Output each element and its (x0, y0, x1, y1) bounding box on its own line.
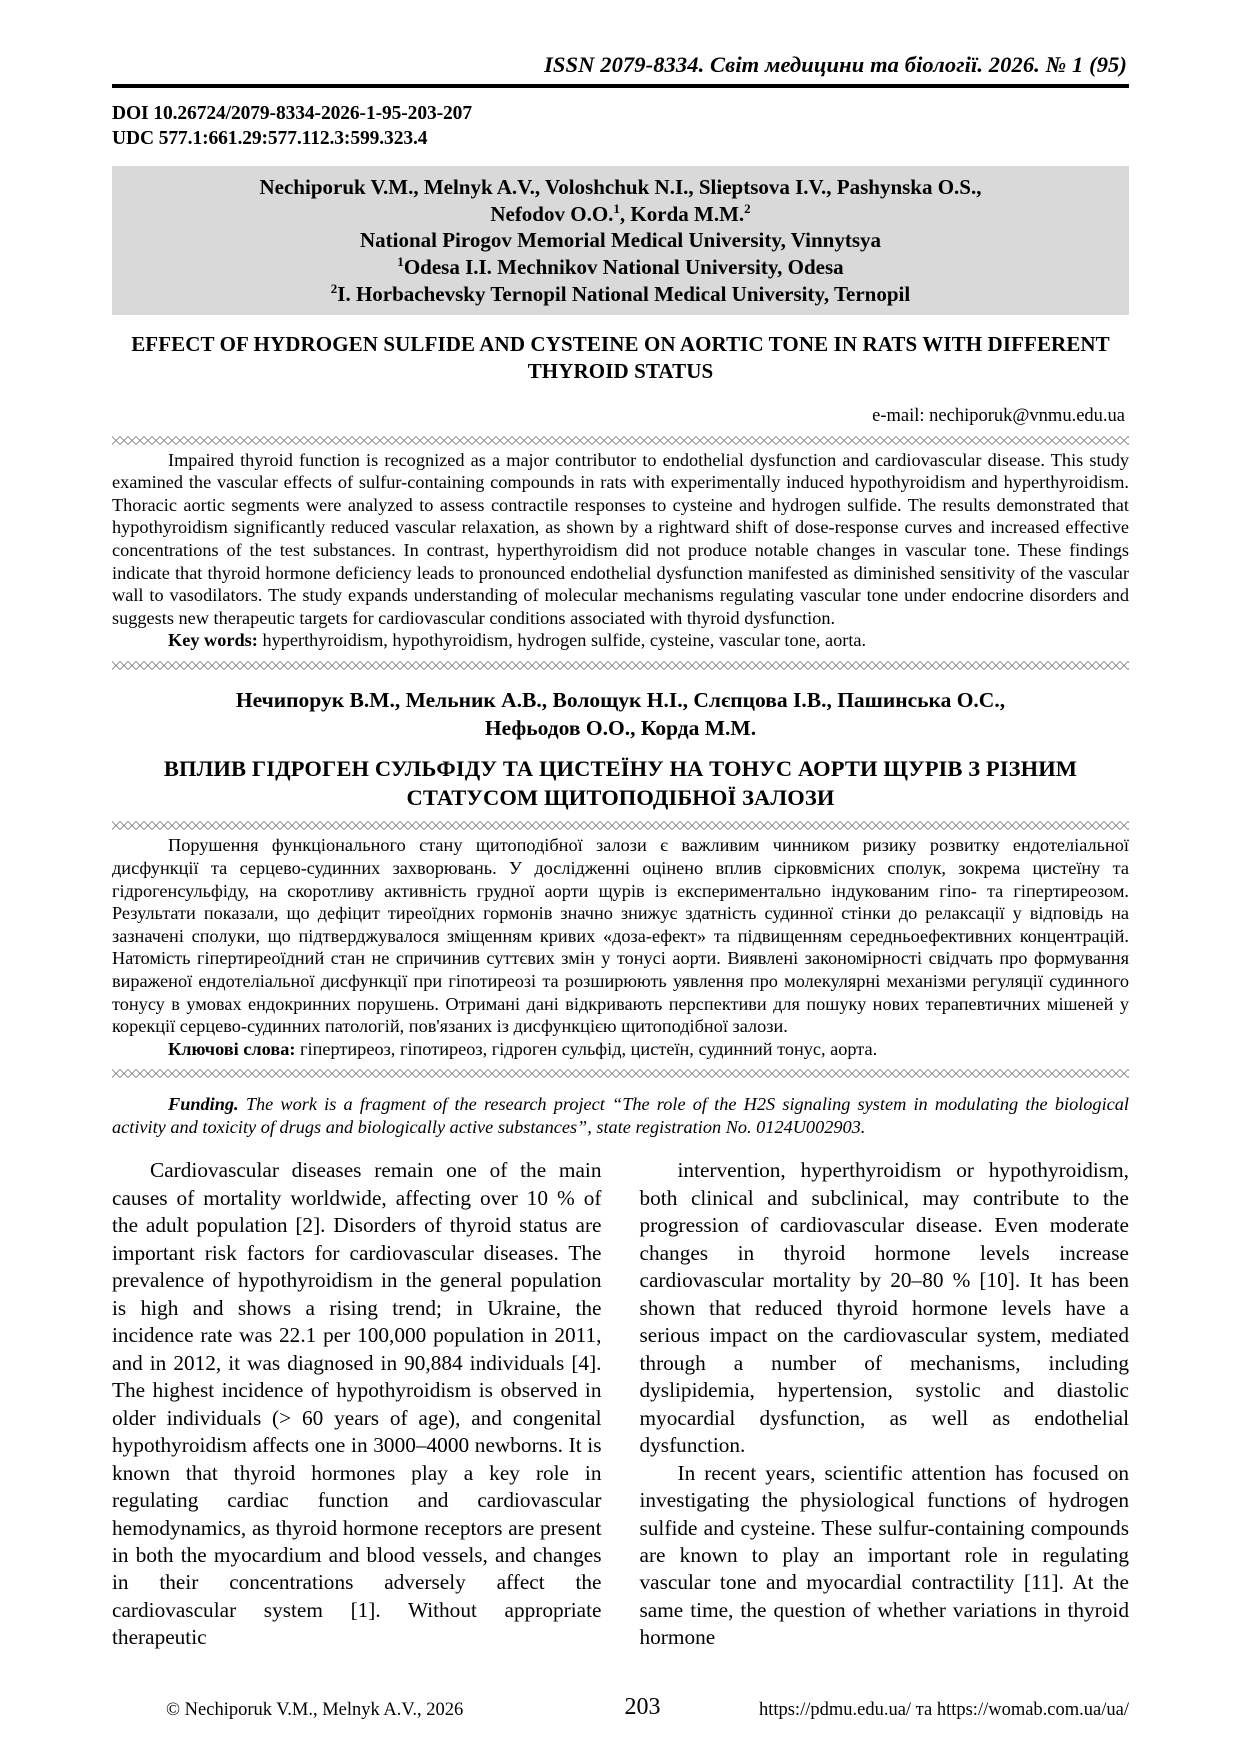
body-column-right (640, 1157, 1130, 1651)
paragraph: In recent years, scientific attention has focused on investigating the physiological functions of hydrogen sulfide and cysteine. These sulfur-containing compounds are known to play an important role in regulating vascular tone and myocardial contractility [11]. At the same time, the question of whether variations in thyroid hormone (639, 1460, 1129, 1650)
wavy-separator-mid (112, 661, 1129, 670)
authors-ua-line-2: Нефьодов О.О., Корда М.М. (484, 715, 757, 740)
affil-sup-2: 2 (330, 281, 338, 297)
affil-marker-1: 1 (613, 200, 620, 216)
page-number: 203 (624, 1694, 661, 1720)
authors-ua (112, 687, 1129, 743)
abstract-en (112, 449, 1129, 652)
udc-line: UDC 577.1:661.29:577.112.3:599.323.4 (112, 128, 428, 150)
keywords-en-list: hyperthyroidism, hypothyroidism, hydrogen sulfide, cysteine, vascular tone, aorta. (257, 630, 867, 651)
authors-line-1: Nechiporuk V.M., Melnyk A.V., Voloshchuk N.I., Slieptsova I.V., Pashynska O.S., (259, 174, 982, 199)
page-footer (112, 1694, 1129, 1721)
journal-urls[interactable]: https://pdmu.edu.ua/ та https://womab.com.ua/ua/ (758, 1700, 1129, 1720)
affiliation-1: National Pirogov Memorial Medical University, Vinnytsya (359, 228, 882, 253)
wavy-separator-bottom (112, 1069, 1129, 1078)
authors-line-2 (120, 201, 1121, 228)
abstract-en-text: Impaired thyroid function is recognized as a major contributor to endothelial dysfunction and cardiovascular disease. This study examined the vascular effects of sulfur-containing compounds in rats with experimentally induced hypothyroidism and hyperthyroidism. Thoracic aortic segments were analyzed to assess contractile responses to cysteine and hydrogen sulfide. The results demonstrated that hypothyroidism significantly reduced vascular relaxation, as shown by a rightward shift of dose-response curves and increased effective concentrations of the test substances. In contrast, hyperthyroidism did not produce notable changes in vascular tone. These findings indicate that thyroid hormone deficiency leads to pronounced endothelial dysfunction manifested as diminished sensitivity of the vascular wall to vasodilators. The study expands understanding of molecular mechanisms regulating vascular tone under endocrine disorders and suggests new therapeutic targets for cardiovascular conditions associated with thyroid dysfunction. (112, 449, 1129, 628)
article-title-en: EFFECT OF HYDROGEN SULFIDE AND CYSTEINE ON AORTIC TONE IN RATS WITH DIFFERENT THYROID STATUS (131, 332, 1110, 384)
affiliation-3 (120, 281, 1121, 308)
keywords-ua (112, 1038, 1129, 1061)
wavy-separator-ua-top (112, 821, 1129, 830)
funding-note (112, 1093, 1129, 1139)
paragraph: intervention, hyperthyroidism or hypothyroidism, both clinical and subclinical, may contribute to the progression of cardiovascular disease. Even moderate changes in thyroid hormone levels increase cardiovascular mortality by 20–80 % [10]. It has been shown that reduced thyroid hormone levels have a serious impact on the cardiovascular system, mediated through a number of mechanisms, including dyslipidemia, hypertension, systolic and diastolic myocardial dysfunction, as well as endothelial dysfunction. (639, 1158, 1129, 1458)
funding-text: The work is a fragment of the research project “The role of the H2S signaling system in modulating the biological activity and toxicity of drugs and biologically active substances”, state registration No. 0124U002903. (112, 1094, 1129, 1138)
funding-label: Funding. (168, 1094, 239, 1115)
affil-sup-1: 1 (397, 254, 404, 270)
body-columns (112, 1157, 1129, 1651)
author-korda: , Korda M.M. (619, 201, 745, 226)
authors-ua-line-1: Нечипорук В.М., Мельник А.В., Волощук Н.І., Слєпцова І.В., Пашинська О.С., (235, 688, 1006, 712)
contact-email[interactable]: e-mail: nechiporuk@vnmu.edu.ua (872, 405, 1125, 426)
abstract-ua-text: Порушення функціонального стану щитоподібної залози є важливим чинником ризику розвитку ендотеліальної дисфункції та серцево-судинних захворювань. У дослідженні оцінено вплив сірковмісних сполук, зокрема цистеїну та гідрогенсульфіду, на скоротливу активність грудної аорти щурів із експериментально індукованим гіпо- та гіпертиреозом. Результати показали, що дефіцит тиреоїдних гормонів значно знижує здатність судинної стінки до релаксації у відповідь на зазначені сполуки, що підтверджувалося зміщенням кривих «доза-ефект» та підвищенням середньоефективних концентрацій. Натомість гіпертиреоїдний стан не спричинив суттєвих змін у тонусі аорти. Виявлені закономірності свідчать про формування вираженої ендотеліальної дисфункції при гіпотиреозі та розширюють уявлення про молекулярні механізми регуляції судинного тонусу в умовах ендокринних порушень. Отримані дані відкривають перспективи для пошуку нових терапевтичних мішеней у корекції серцево-судинних патологій, пов'язаних із дисфункцією щитоподібної залози. (112, 835, 1129, 1037)
author-nefodov: Nefodov O.O. (490, 201, 614, 226)
author-affiliation-block (112, 166, 1129, 315)
body-column-left (112, 1157, 602, 1651)
keywords-en-label: Key words: (168, 630, 258, 651)
affiliation-2 (120, 254, 1121, 281)
copyright-notice: © Nechiporuk V.M., Melnyk A.V., 2026 (166, 1700, 464, 1720)
abstract-ua (112, 834, 1129, 1060)
keywords-ua-label: Ключові слова: (168, 1038, 296, 1059)
wavy-separator-top (112, 436, 1129, 445)
affiliation-2-text: Odesa I.I. Mechnikov National University, Odesa (403, 255, 844, 280)
running-head: ISSN 2079-8334. Світ медицини та біології. 2026. № 1 (95) (544, 52, 1127, 77)
article-title-ua: ВПЛИВ ГІДРОГЕН СУЛЬФІДУ ТА ЦИСТЕЇНУ НА ТОНУС АОРТИ ЩУРІВ З РІЗНИМ СТАТУСОМ ЩИТОПОДІБНОЇ ЗАЛОЗИ (163, 755, 1078, 811)
doi-line: DOI 10.26724/2079-8334-2026-1-95-203-207 (112, 103, 472, 124)
keywords-en (112, 629, 1129, 652)
paragraph: Cardiovascular diseases remain one of the main causes of mortality worldwide, affecting over 10 % of the adult population [2]. Disorders of thyroid status are important risk factors for cardiovascular diseases. The prevalence of hypothyroidism in the general population is high and shows a rising trend; in Ukraine, the incidence rate was 22.1 per 100,000 population in 2011, and in 2012, it was diagnosed in 90,884 individuals [4]. The highest incidence of hypothyroidism is observed in older individuals (> 60 years of age), and congenital hypothyroidism affects one in 3000–4000 newborns. It is known that thyroid hormones play a key role in regulating cardiac function and cardiovascular hemodynamics, as thyroid hormone receptors are present in both the myocardium and blood vessels, and changes in their concentrations adversely affect the cardiovascular system [1]. Without appropriate therapeutic (112, 1158, 602, 1650)
keywords-ua-list: гіпертиреоз, гіпотиреоз, гідроген сульфід, цистеїн, судинний тонус, аорта. (295, 1038, 878, 1059)
header-rule (112, 84, 1129, 88)
affil-marker-2: 2 (744, 200, 751, 216)
affiliation-3-text: I. Horbachevsky Ternopil National Medical University, Ternopil (337, 282, 911, 307)
